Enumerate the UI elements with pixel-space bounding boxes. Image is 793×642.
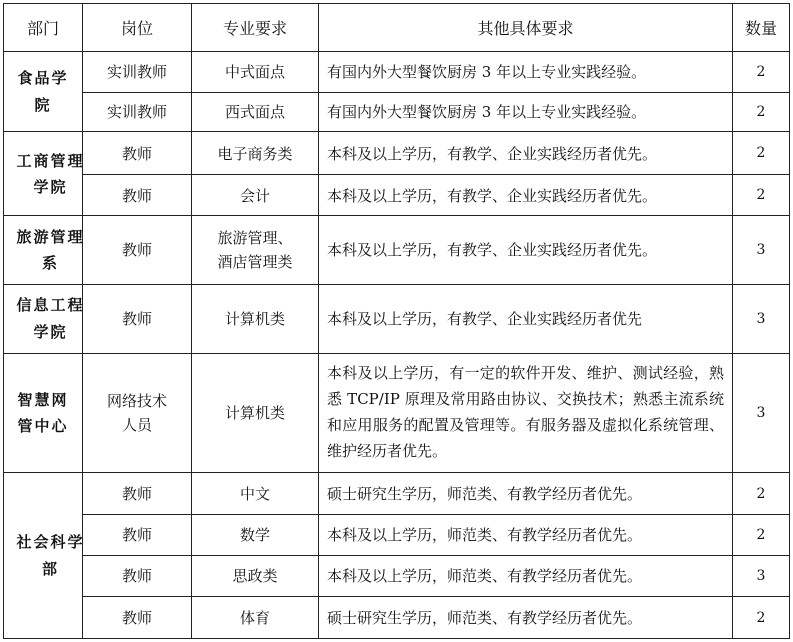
department-cell: 智慧网管中心 [4, 353, 83, 473]
table-row [4, 284, 790, 353]
position-cell: 教师 [83, 132, 192, 175]
position-cell: 教师 [83, 555, 192, 597]
header-requirements: 其他具体要求 [319, 4, 733, 52]
position-cell: 实训教师 [83, 52, 192, 93]
department-cell: 工商管理学院 [4, 132, 83, 216]
quantity-cell: 2 [733, 473, 790, 515]
major-cell: 中文 [192, 473, 319, 515]
table-row [4, 555, 790, 597]
department-cell: 旅游管理系 [4, 216, 83, 284]
table-row [4, 174, 790, 216]
major-cell: 会计 [192, 174, 319, 216]
requirement-cell: 有国内外大型餐饮厨房 3 年以上专业实践经验。 [319, 52, 733, 93]
table-row [4, 353, 790, 473]
major-cell: 中式面点 [192, 52, 319, 93]
table-row [4, 515, 790, 556]
major-cell: 计算机类 [192, 353, 319, 473]
quantity-cell: 3 [733, 353, 790, 473]
quantity-cell: 2 [733, 597, 790, 639]
requirement-cell: 本科及以上学历，师范类、有教学经历者优先。 [319, 555, 733, 597]
quantity-cell: 2 [733, 132, 790, 175]
requirement-cell: 本科及以上学历，师范类、有教学经历者优先。 [319, 515, 733, 556]
department-cell: 社会科学部 [4, 473, 83, 639]
position-cell: 教师 [83, 284, 192, 353]
table-row [4, 132, 790, 175]
major-cell: 旅游管理、 酒店管理类 [192, 216, 319, 284]
table-row [4, 473, 790, 515]
major-cell: 计算机类 [192, 284, 319, 353]
header-major: 专业要求 [192, 4, 319, 52]
table-row [4, 216, 790, 284]
major-cell: 思政类 [192, 555, 319, 597]
department-cell: 食品学院 [4, 52, 83, 132]
quantity-cell: 2 [733, 92, 790, 132]
requirement-cell: 硕士研究生学历，师范类、有教学经历者优先。 [319, 473, 733, 515]
header-row [4, 4, 790, 52]
position-cell: 教师 [83, 473, 192, 515]
quantity-cell: 3 [733, 284, 790, 353]
quantity-cell: 3 [733, 555, 790, 597]
position-cell: 教师 [83, 174, 192, 216]
major-cell: 电子商务类 [192, 132, 319, 175]
quantity-cell: 2 [733, 52, 790, 93]
quantity-cell: 3 [733, 216, 790, 284]
major-cell: 数学 [192, 515, 319, 556]
quantity-cell: 2 [733, 515, 790, 556]
table-row [4, 597, 790, 639]
requirement-cell: 本科及以上学历，有教学、企业实践经历者优先 [319, 284, 733, 353]
recruitment-table [3, 3, 790, 639]
requirement-cell: 有国内外大型餐饮厨房 3 年以上专业实践经验。 [319, 92, 733, 132]
table-row [4, 92, 790, 132]
position-cell: 网络技术 人员 [83, 353, 192, 473]
position-cell: 教师 [83, 216, 192, 284]
position-cell: 实训教师 [83, 92, 192, 132]
position-cell: 教师 [83, 597, 192, 639]
table-row [4, 52, 790, 93]
requirement-cell: 本科及以上学历，有教学、企业实践经历者优先。 [319, 174, 733, 216]
major-cell: 体育 [192, 597, 319, 639]
requirement-cell: 硕士研究生学历，师范类、有教学经历者优先。 [319, 597, 733, 639]
major-cell: 西式面点 [192, 92, 319, 132]
header-department: 部门 [4, 4, 83, 52]
requirement-cell: 本科及以上学历，有教学、企业实践经历者优先。 [319, 216, 733, 284]
requirement-cell: 本科及以上学历，有一定的软件开发、维护、测试经验，熟悉 TCP/IP 原理及常用路由协议、交换技术；熟悉主流系统和应用服务的配置及管理等。有服务器及虚拟化系统管理、维护经历者优先。 [319, 353, 733, 473]
requirement-cell: 本科及以上学历，有教学、企业实践经历者优先。 [319, 132, 733, 175]
position-cell: 教师 [83, 515, 192, 556]
header-position: 岗位 [83, 4, 192, 52]
quantity-cell: 2 [733, 174, 790, 216]
header-quantity: 数量 [733, 4, 790, 52]
department-cell: 信息工程学院 [4, 284, 83, 353]
